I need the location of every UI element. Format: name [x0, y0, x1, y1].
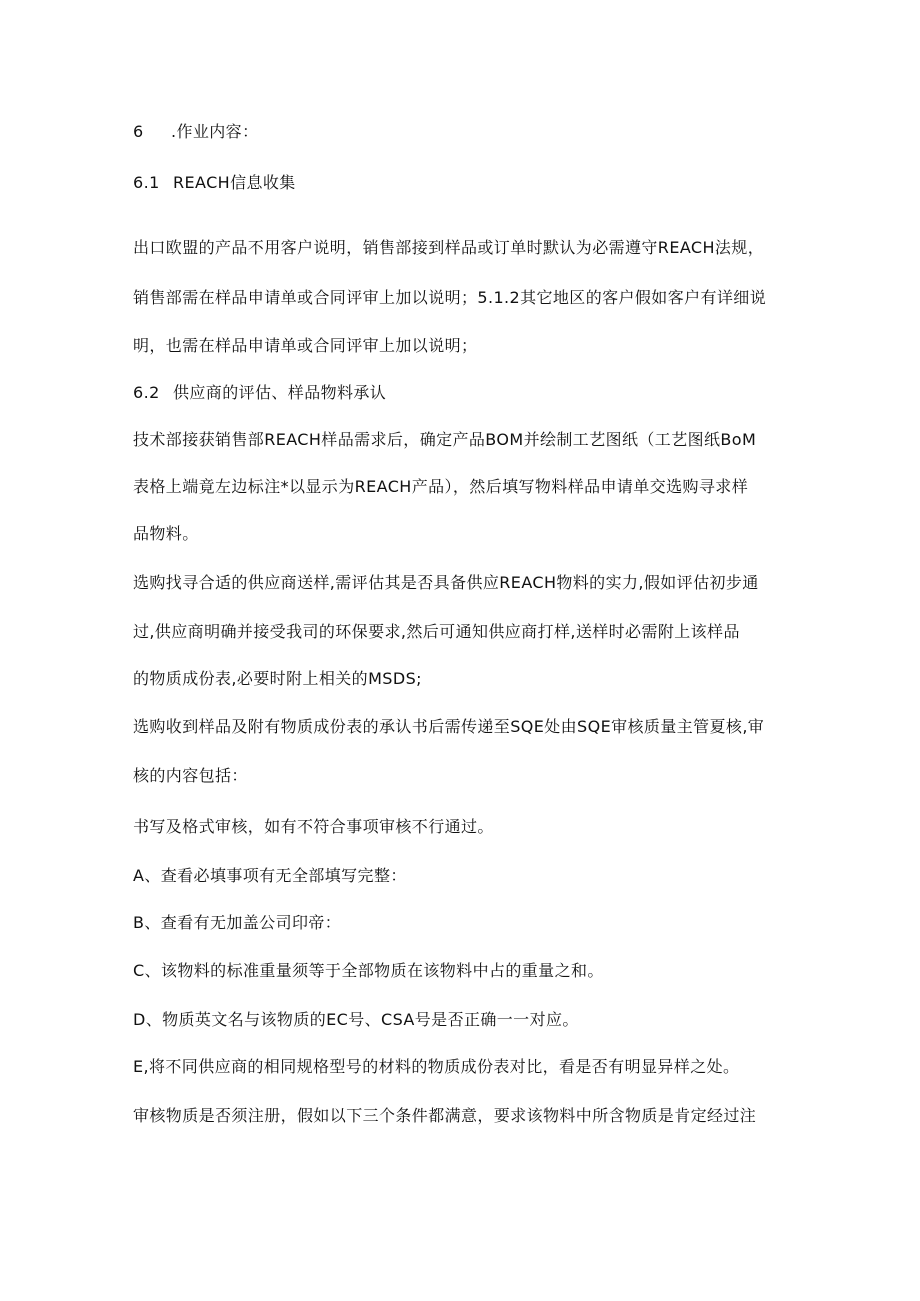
section-6-title: .作业内容： [171, 122, 259, 141]
paragraph-line: 品物料。 [133, 524, 199, 543]
paragraph-line: 销售部需在样品申请单或合同评审上加以说明；5.1.2其它地区的客户假如客户有详细说 [133, 288, 767, 307]
paragraph-line: 技术部接获销售部REACH样品需求后，确定产品BOM并绘制工艺图纸（工艺图纸BoM [133, 430, 757, 449]
section-6-2-title: 供应商的评估、样品物料承认 [173, 383, 387, 402]
section-6-number: 6 [133, 122, 144, 141]
paragraph-line: 书写及格式审核，如有不符合事项审核不行通过。 [133, 817, 494, 836]
paragraph-line: 明，也需在样品申请单或合同评审上加以说明； [133, 336, 478, 355]
paragraph-line: 审核物质是否须注册，假如以下三个条件都满意，要求该物料中所含物质是肯定经过注 [133, 1106, 757, 1125]
section-6-heading [133, 121, 793, 143]
paragraph-line: 核的内容包括： [133, 766, 248, 785]
paragraph-line: 表格上端竟左边标注*以显示为REACH产品），然后填写物料样品申请单交选购寻求样 [133, 477, 749, 496]
list-item: B、查看有无加盖公司印帝： [133, 913, 342, 932]
section-6-1-number: 6.1 [133, 173, 160, 192]
section-6-2-number: 6.2 [133, 383, 160, 402]
list-item: E,将不同供应商的相同规格型号的材料的物质成份表对比，看是否有明显异样之处。 [133, 1057, 740, 1076]
paragraph-line: 选购找寻合适的供应商送样,需评估其是否具备供应REACH物料的实力,假如评估初步通 [133, 573, 759, 592]
section-6-1-title: REACH信息收集 [173, 173, 296, 192]
paragraph-line: 出口欧盟的产品不用客户说明，销售部接到样品或订单时默认为必需遵守REACH法规， [133, 238, 765, 257]
section-6-2-heading [133, 382, 793, 404]
paragraph-line: 的物质成份表,必要时附上相关的MSDS; [133, 669, 422, 688]
list-item: D、物质英文名与该物质的EC号、CSA号是否正确一一对应。 [133, 1010, 579, 1029]
paragraph-line: 过,供应商明确并接受我司的环保要求,然后可通知供应商打样,送样时必需附上该样品 [133, 622, 740, 641]
list-item: A、查看必填事项有无全部填写完整： [133, 866, 407, 885]
paragraph-line: 选购收到样品及附有物质成份表的承认书后需传递至SQE处由SQE审核质量主管夏核,审 [133, 717, 765, 736]
list-item: C、该物料的标准重量须等于全部物质在该物料中占的重量之和。 [133, 961, 604, 980]
section-6-1-heading [133, 172, 793, 194]
